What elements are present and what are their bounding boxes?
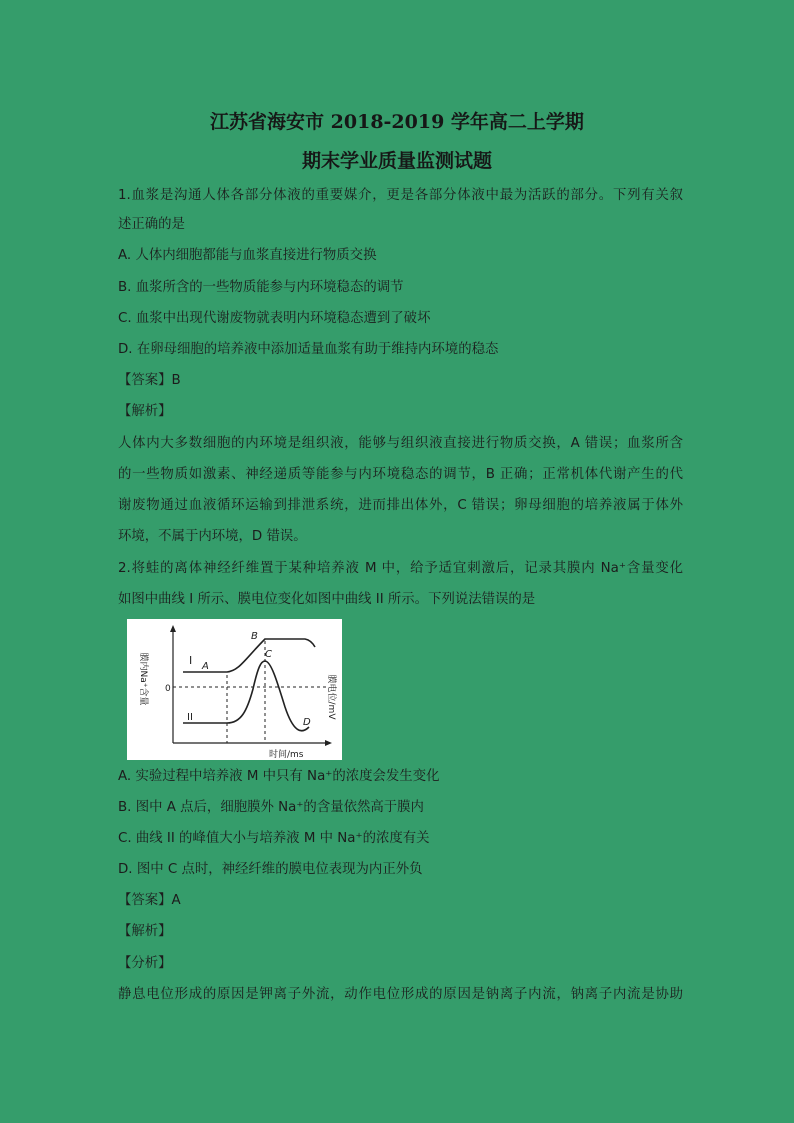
q2-breakdown-line1: 静息电位形成的原因是钾离子外流，动作电位形成的原因是钠离子内流，钠离子内流是协助 — [118, 987, 683, 1002]
curve-ii-label: II — [187, 712, 193, 723]
x-axis-arrow — [325, 740, 332, 746]
q1-option-c: C. 血浆中出现代谢废物就表明内环境稳态遭到了破坏 — [118, 311, 431, 326]
y-right-axis-label: 膜电位/mV — [326, 674, 336, 720]
q2-stem-line2: 如图中曲线 I 所示、膜电位变化如图中曲线 II 所示。下列说法错误的是 — [118, 592, 536, 607]
document-title-line1: 江苏省海安市 2018-2019 学年高二上学期 — [210, 111, 584, 133]
q2-stem-line1: 2.将蛙的离体神经纤维置于某种培养液 M 中，给予适宜刺激后，记录其膜内 Na⁺含量变化 — [118, 561, 683, 576]
q1-analysis-line2: 的一些物质如激素、神经递质等能参与内环境稳态的调节，B 正确；正常机体代谢产生的代 — [118, 467, 683, 482]
q1-analysis-line3: 谢废物通过血液循环运输到排泄系统，进而排出体外，C 错误；卵母细胞的培养液属于体外 — [118, 498, 683, 513]
q2-option-a: A. 实验过程中培养液 M 中只有 Na⁺的浓度会发生变化 — [118, 769, 440, 784]
q1-option-a: A. 人体内细胞都能与血浆直接进行物质交换 — [118, 248, 377, 263]
zero-label: 0 — [165, 684, 171, 694]
point-d-label: D — [303, 717, 311, 728]
membrane-potential-figure — [127, 619, 342, 760]
q2-option-d: D. 图中 C 点时，神经纤维的膜电位表现为内正外负 — [118, 862, 423, 877]
q1-option-d: D. 在卵母细胞的培养液中添加适量血浆有助于维持内环境的稳态 — [118, 342, 499, 357]
point-b-label: B — [251, 631, 258, 642]
q1-stem-line2: 述正确的是 — [118, 217, 185, 232]
q1-analysis-label: 【解析】 — [118, 404, 172, 419]
q1-stem-line1: 1.血浆是沟通人体各部分体液的重要媒介，更是各部分体液中最为活跃的部分。下列有关叙 — [118, 188, 683, 203]
q2-answer: 【答案】A — [118, 893, 181, 908]
q2-option-b: B. 图中 A 点后，细胞膜外 Na⁺的含量依然高于膜内 — [118, 800, 424, 815]
document-title-line2: 期末学业质量监测试题 — [301, 150, 492, 172]
q1-answer: 【答案】B — [118, 373, 181, 388]
curve-i-label: I — [189, 654, 193, 667]
y-left-axis-label: 膜内Na⁺含量 — [138, 652, 148, 706]
point-a-label: A — [202, 661, 209, 672]
q2-analysis-label: 【解析】 — [118, 924, 172, 939]
q1-option-b: B. 血浆所含的一些物质能参与内环境稳态的调节 — [118, 280, 404, 295]
q2-option-c: C. 曲线 II 的峰值大小与培养液 M 中 Na⁺的浓度有关 — [118, 831, 430, 846]
x-axis-label: 时间/ms — [269, 750, 304, 760]
q2-breakdown-label: 【分析】 — [118, 956, 172, 971]
q1-analysis-line4: 环境，不属于内环境，D 错误。 — [118, 529, 307, 544]
y-axis-arrow — [170, 625, 176, 632]
point-c-label: C — [265, 649, 272, 660]
q1-analysis-line1: 人体内大多数细胞的内环境是组织液，能够与组织液直接进行物质交换，A 错误；血浆所含 — [118, 436, 683, 451]
